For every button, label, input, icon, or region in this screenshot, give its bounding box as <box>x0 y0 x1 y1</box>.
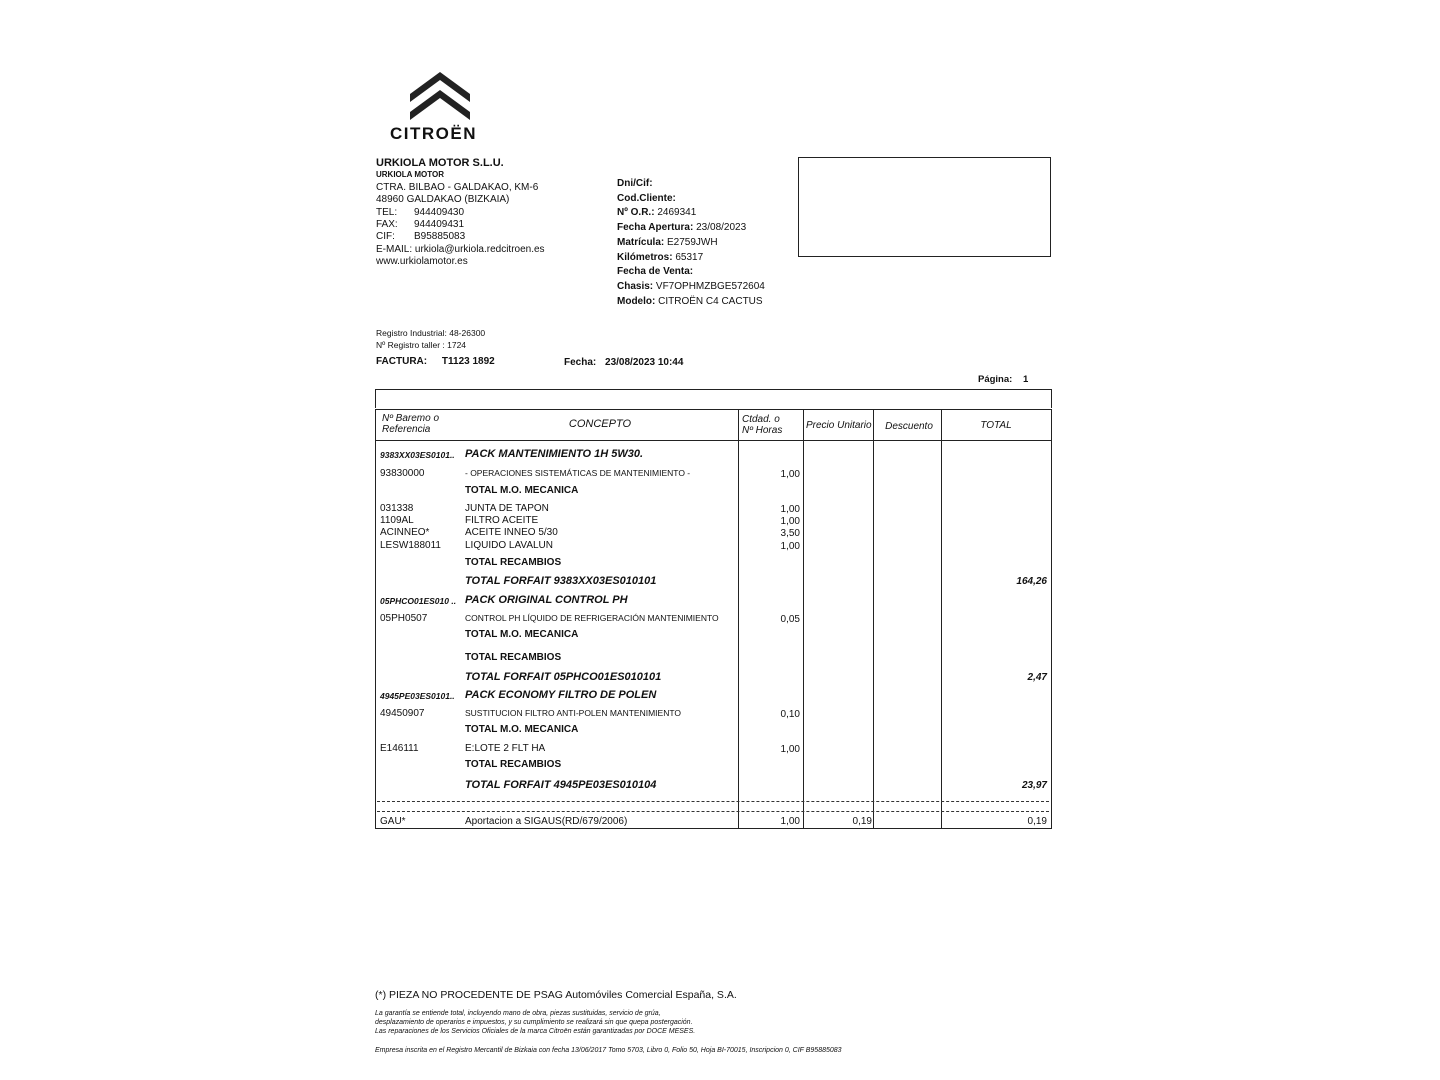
modelo-label: Modelo: <box>617 295 656 307</box>
matricula-label: Matrícula: <box>617 236 665 248</box>
forfait-total-label: TOTAL FORFAIT 4945PE03ES010104 <box>465 779 657 791</box>
row-qty: 1,00 <box>780 744 800 755</box>
row-ref: ACINNEO* <box>380 527 430 538</box>
row-ref: 1109AL <box>380 515 414 526</box>
dni-label: Dni/Cif: <box>617 178 653 189</box>
sigaus-total: 0,19 <box>1027 816 1047 827</box>
row-ref: 05PH0507 <box>380 613 428 624</box>
header-qty: Ctdad. o Nº Horas <box>742 414 783 436</box>
sigaus-concept: Aportacion a SIGAUS(RD/679/2006) <box>465 816 628 827</box>
company-address2: 48960 GALDAKAO (BIZKAIA) <box>376 194 510 206</box>
pagina-label: Página: <box>978 374 1013 385</box>
venta-label: Fecha de Venta: <box>617 266 694 278</box>
fecha-label: Fecha: <box>564 357 597 368</box>
header-divider <box>375 440 1051 441</box>
row-qty: 1,00 <box>780 516 800 527</box>
cod-cliente-label: Cod.Cliente: <box>617 192 676 204</box>
forfait-total-label: TOTAL FORFAIT 9383XX03ES010101 <box>465 575 657 587</box>
row-concept: CONTROL PH LÍQUIDO DE REFRIGERACIÓN MANTENIMIENTO <box>465 613 719 623</box>
pagina-line <box>978 374 1028 385</box>
col-divider-total <box>941 409 942 829</box>
company-name: URKIOLA MOTOR S.L.U. <box>376 157 504 169</box>
row-concept: SUSTITUCION FILTRO ANTI-POLEN MANTENIMIENTO <box>465 708 681 718</box>
dashed-separator <box>377 811 1049 812</box>
fecha-line <box>564 357 683 368</box>
row-concept: ACEITE INNEO 5/30 <box>465 527 558 538</box>
row-ref: 05PHCO01ES010 .. <box>380 596 457 606</box>
address-window-box <box>798 157 1051 257</box>
email-value: urkiola@urkiola.redcitroen.es <box>414 243 545 255</box>
header-total: TOTAL <box>980 420 1012 431</box>
table-top-bar <box>375 389 1052 408</box>
row-concept: PACK ORIGINAL CONTROL PH <box>465 594 628 606</box>
garantia-line: desplazamiento de operarios e impuestos, y su cumplimiento se realizará sin que quepa postergación. <box>375 1019 693 1026</box>
chasis-label: Chasis: <box>617 280 654 292</box>
header-concepto: CONCEPTO <box>568 418 632 430</box>
row-qty: 1,00 <box>780 469 800 480</box>
double-chevron-icon <box>380 62 500 124</box>
km-value: 65317 <box>675 251 704 263</box>
row-ref: E146111 <box>380 743 419 754</box>
tel-value: 944409430 <box>414 206 465 218</box>
apertura-value: 23/08/2023 <box>696 222 747 234</box>
col-divider-qty <box>738 409 739 829</box>
row-qty: 1,00 <box>780 541 800 552</box>
apertura-label: Fecha Apertura: <box>617 222 694 234</box>
row-ref: 49450907 <box>380 708 425 719</box>
email-label: E-MAIL: <box>376 243 413 255</box>
cif-label: CIF: <box>376 231 395 243</box>
factura-line <box>376 356 495 367</box>
factura-label: FACTURA: <box>376 356 428 367</box>
row-concept: PACK ECONOMY FILTRO DE POLEN <box>465 689 657 701</box>
row-concept: PACK MANTENIMIENTO 1H 5W30. <box>465 448 644 460</box>
row-qty: 0,10 <box>780 709 800 720</box>
row-total: 2,47 <box>1027 672 1047 683</box>
company-info <box>376 157 545 269</box>
sigaus-qty: 1,00 <box>780 816 800 827</box>
col-divider-precio <box>803 409 804 829</box>
registro-industrial: Registro Industrial: 48-26300 <box>376 328 486 338</box>
row-concept: TOTAL RECAMBIOS <box>465 652 562 663</box>
row-concept: JUNTA DE TAPON <box>465 503 549 514</box>
row-ref: 4945PE03ES0101.. <box>380 691 455 701</box>
company-address1: CTRA. BILBAO - GALDAKAO, KM-6 <box>376 181 539 193</box>
row-concept: LIQUIDO LAVALUN <box>465 540 553 551</box>
row-concept: TOTAL M.O. MECANICA <box>465 724 579 735</box>
row-total: 23,97 <box>1021 780 1047 791</box>
row-concept: - OPERACIONES SISTEMÁTICAS DE MANTENIMIENTO - <box>465 468 691 478</box>
fax-label: FAX: <box>376 219 398 231</box>
row-qty: 3,50 <box>780 528 800 539</box>
sigaus-precio: 0,19 <box>852 816 872 827</box>
or-value: 2469341 <box>657 207 697 219</box>
km-label: Kilómetros: <box>617 251 673 263</box>
client-info <box>617 177 765 309</box>
tel-label: TEL: <box>376 206 398 218</box>
registry-info <box>376 327 485 351</box>
row-concept: TOTAL RECAMBIOS <box>465 557 562 568</box>
garantia-line: Las reparaciones de los Servicios Oficiales de la marca Citroën están garantizadas por DOCE MESES. <box>375 1028 696 1035</box>
header-ref: Nº Baremo o Referencia <box>382 413 440 435</box>
row-ref: 031338 <box>380 503 414 514</box>
footer-registro: Empresa inscrita en el Registro Mercantil de Bizkaia con fecha 13/06/2017 Tomo 5703, Libro 0, Folio 50, Hoja BI-70015, Inscripcion 0, CIF B95885083 <box>375 1047 842 1054</box>
row-concept: TOTAL RECAMBIOS <box>465 759 562 770</box>
company-website: www.urkiolamotor.es <box>376 256 468 268</box>
cif-value: B95885083 <box>414 231 466 243</box>
company-subname: URKIOLA MOTOR <box>376 170 444 180</box>
registro-taller: Nº Registro taller : 1724 <box>376 340 467 350</box>
footer-garantia <box>375 1009 695 1036</box>
pagina-value: 1 <box>1022 374 1029 385</box>
dashed-separator <box>377 801 1049 802</box>
row-qty: 0,05 <box>780 614 800 625</box>
garantia-line: La garantía se entiende total, incluyendo mano de obra, piezas sustituidas, servicio de grúa, <box>375 1010 661 1017</box>
row-concept: TOTAL M.O. MECANICA <box>465 485 579 496</box>
row-ref: LESW188011 <box>380 540 441 551</box>
header-precio: Precio Unitario <box>806 420 872 431</box>
matricula-value: E2759JWH <box>667 236 718 248</box>
chasis-value: VF7OPHMZBGE572604 <box>655 280 765 292</box>
row-concept: FILTRO ACEITE <box>465 515 539 526</box>
modelo-value: CITROËN C4 CACTUS <box>658 295 763 307</box>
fecha-value: 23/08/2023 10:44 <box>605 357 684 368</box>
row-total: 164,26 <box>1016 576 1047 587</box>
row-concept: TOTAL M.O. MECANICA <box>465 629 579 640</box>
factura-number: T1123 1892 <box>441 356 495 367</box>
row-ref: 93830000 <box>380 468 425 479</box>
header-descuento: Descuento <box>885 421 933 432</box>
footer-note: (*) PIEZA NO PROCEDENTE DE PSAG Automóviles Comercial España, S.A. <box>375 989 737 1001</box>
row-concept: E:LOTE 2 FLT HA <box>465 743 546 754</box>
or-label: Nº O.R.: <box>617 207 655 219</box>
col-divider-descuento <box>873 409 874 829</box>
brand-name: CITROËN <box>390 124 477 143</box>
sigaus-ref: GAU* <box>380 816 406 827</box>
row-ref: 9383XX03ES0101.. <box>380 450 455 460</box>
fax-value: 944409431 <box>414 219 465 231</box>
forfait-total-label: TOTAL FORFAIT 05PHCO01ES010101 <box>465 671 662 683</box>
row-qty: 1,00 <box>780 504 800 515</box>
